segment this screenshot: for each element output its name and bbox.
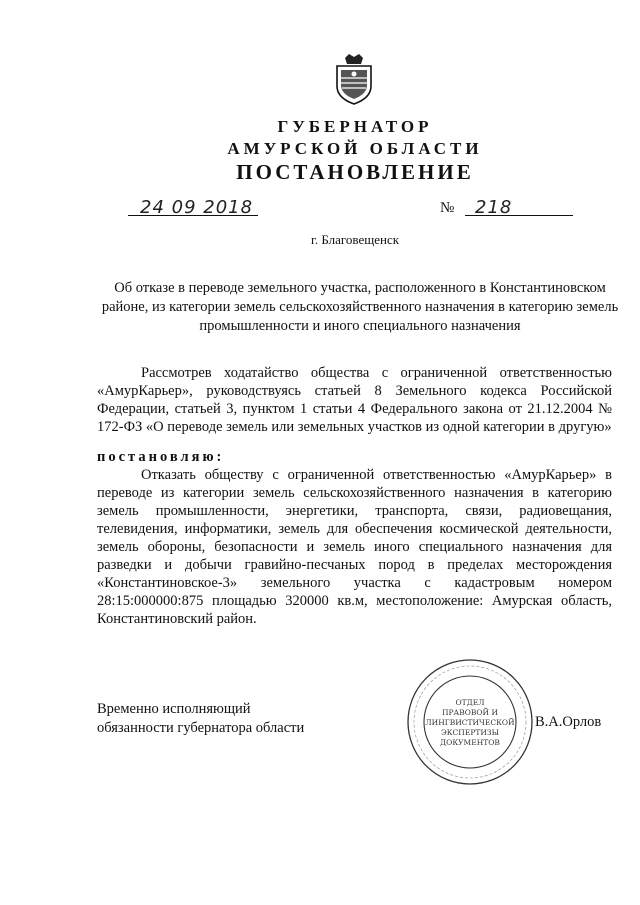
stamp-text-line: ОТДЕЛ bbox=[455, 698, 485, 707]
stamp-seal-icon bbox=[405, 657, 535, 787]
stamp-text-line: ДОКУМЕНТОВ bbox=[440, 738, 500, 747]
header-governor: ГУБЕРНАТОР bbox=[277, 117, 433, 136]
document-subject: Об отказе в переводе земельного участка, расположенного в Константиновском районе, из категории земель сельскохозяйственного назначения в категорию земель промышленности и иного специального назначения bbox=[101, 280, 619, 334]
document-number: 218 bbox=[475, 197, 513, 218]
signatory-title-line1: Временно исполняющий bbox=[97, 701, 251, 717]
number-label: № bbox=[440, 200, 455, 216]
coat-of-arms-icon bbox=[333, 52, 375, 106]
header-doc-type: ПОСТАНОВЛЕНИЕ bbox=[236, 160, 474, 184]
document-date: 24 09 2018 bbox=[140, 197, 254, 218]
city: г. Благовещенск bbox=[310, 232, 400, 247]
decision-paragraph: Отказать обществу с ограниченной ответственностью «АмурКарьер» в переводе из категории земель сельскохозяйственного назначения в категорию земель промышленности, энергетики, транспорта, связи, радиовещания, телевидения, информатики, земель для обеспечения космической деятельности, земель обороны, безопасности и земель иного специального назначения для разведки и добычи гравийно-песчаных пород в пределах месторождения «Константиновское-3» земельного участка с кадастровым номером 28:15:000000:875 площадью 320000 кв.м, местоположение: Амурская область, Константиновский район. bbox=[97, 467, 612, 627]
decree-word: постановляю: bbox=[97, 449, 225, 465]
stamp-text-line: ЭКСПЕРТИЗЫ bbox=[441, 728, 499, 737]
signatory-title-line2: обязанности губернатора области bbox=[97, 720, 305, 736]
signatory-title bbox=[97, 700, 304, 738]
stamp-text-line: ЛИНГВИСТИЧЕСКОЙ bbox=[425, 718, 515, 727]
signatory-name: В.А.Орлов bbox=[535, 714, 602, 730]
stamp-text-line: ПРАВОВОЙ И bbox=[441, 708, 499, 717]
header-region: АМУРСКОЙ ОБЛАСТИ bbox=[227, 139, 483, 158]
preamble-paragraph: Рассмотрев ходатайство общества с ограниченной ответственностью «АмурКарьер», руководствуясь статьей 8 Земельного кодекса Российской Федерации, статьей 3, пунктом 1 статьи 4 Федерального закона от 21.12.2004 № 172-ФЗ «О переводе земель или земельных участков из одной категории в другую» bbox=[97, 365, 612, 435]
